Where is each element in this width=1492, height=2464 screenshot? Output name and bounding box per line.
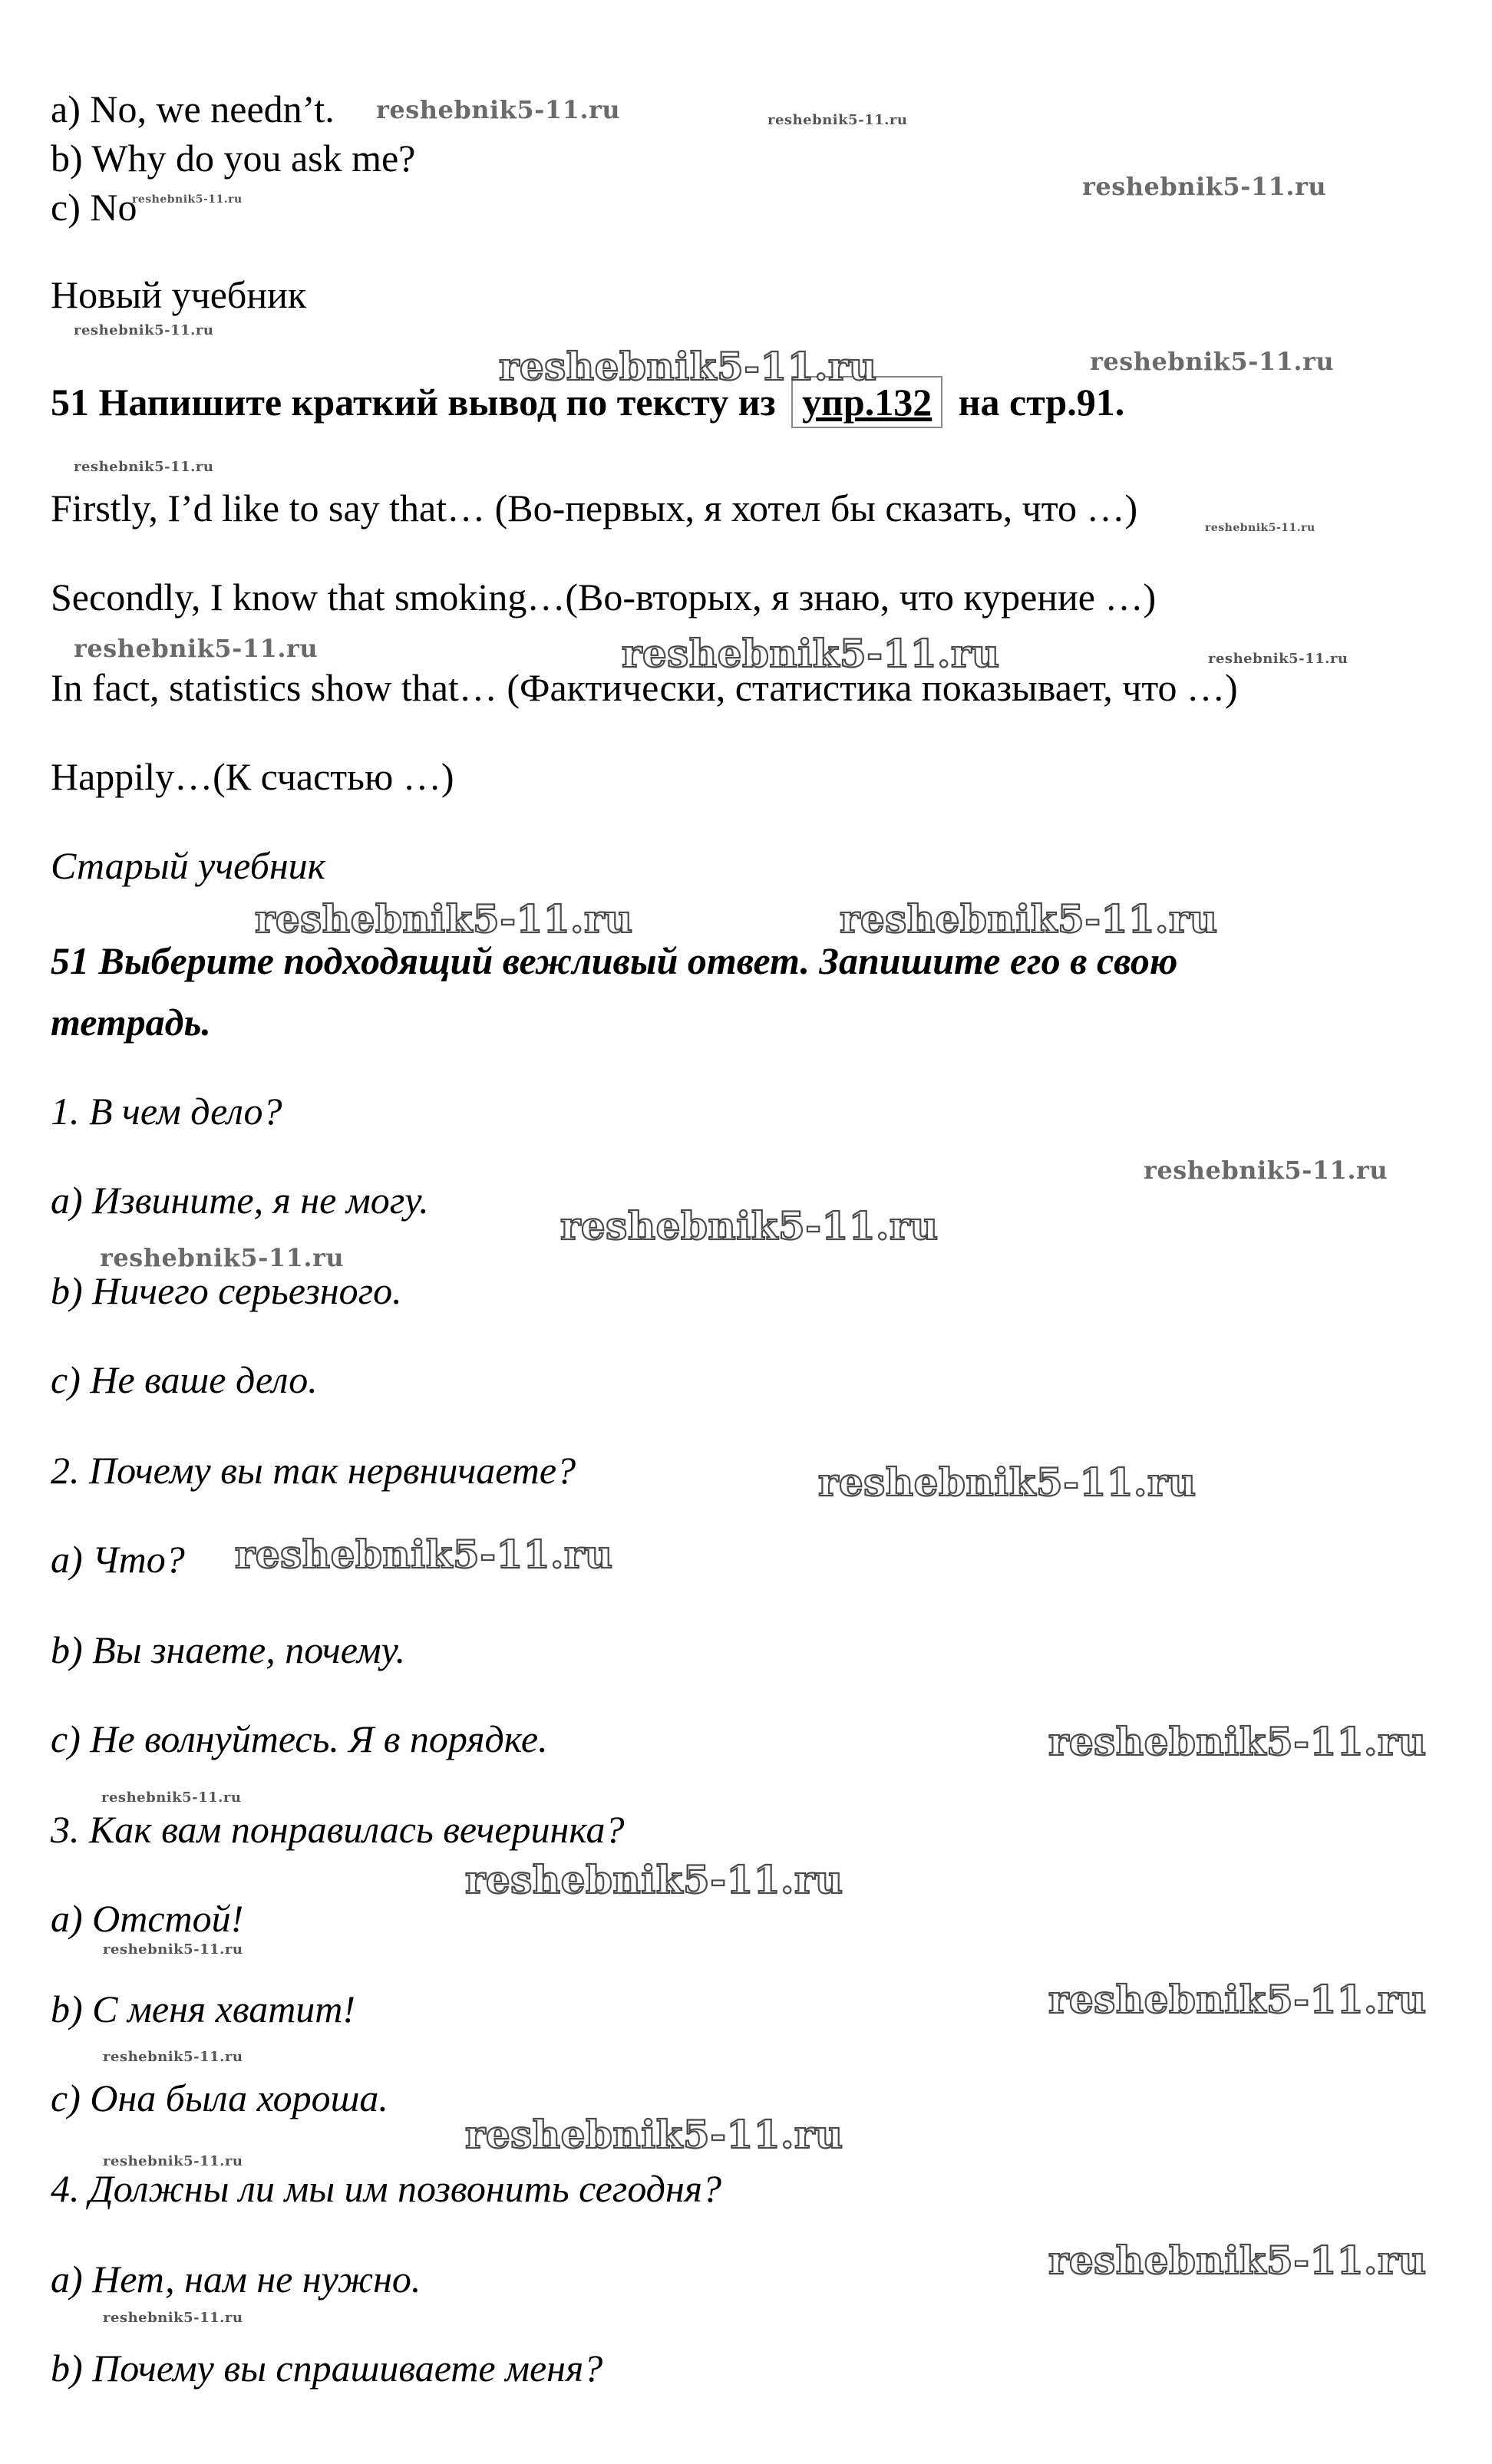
question-1-option-a: a) Извините, я не могу. (51, 1179, 429, 1222)
watermark: reshebnik5-11.ru (818, 1460, 1197, 1505)
watermark: reshebnik5-11.ru (1090, 347, 1335, 376)
question-4-option-a: a) Нет, нам не нужно. (51, 2258, 421, 2301)
watermark: reshebnik5-11.ru (103, 1941, 243, 1958)
task-new-text-a: 51 Напишите краткий вывод по тексту из (51, 381, 776, 424)
watermark: reshebnik5-11.ru (1048, 1977, 1427, 2022)
watermark: reshebnik5-11.ru (767, 112, 908, 128)
watermark: reshebnik5-11.ru (103, 2153, 243, 2169)
watermark: reshebnik5-11.ru (100, 1243, 345, 1272)
question-4: 4. Должны ли мы им позвонить сегодня? (51, 2167, 721, 2210)
watermark: reshebnik5-11.ru (1208, 651, 1348, 667)
watermark: reshebnik5-11.ru (74, 634, 319, 663)
answer-a-line: a) No, we needn’t. (51, 87, 335, 130)
watermark: reshebnik5-11.ru (376, 95, 621, 124)
question-2-option-c: c) Не волнуйтесь. Я в порядке. (51, 1717, 548, 1760)
question-3-option-c: c) Она была хороша. (51, 2076, 388, 2119)
watermark: reshebnik5-11.ru (74, 459, 214, 475)
task-new-text-b: на стр.91. (958, 381, 1125, 424)
question-2-option-b: b) Вы знаете, почему. (51, 1628, 406, 1671)
question-4-option-b: b) Почему вы спрашиваете меня? (51, 2347, 603, 2390)
watermark: reshebnik5-11.ru (132, 193, 243, 206)
watermark: reshebnik5-11.ru (840, 896, 1218, 942)
watermark: reshebnik5-11.ru (74, 322, 214, 338)
question-2-option-a: a) Что? (51, 1538, 185, 1581)
watermark: reshebnik5-11.ru (101, 1789, 242, 1806)
summary-line-3: In fact, statistics show that… (Фактически, статистика показывает, что …) (51, 666, 1238, 709)
new-book-heading: Новый учебник (51, 273, 307, 316)
question-3: 3. Как вам понравилась вечеринка? (51, 1808, 625, 1851)
watermark: reshebnik5-11.ru (103, 2310, 243, 2326)
watermark: reshebnik5-11.ru (560, 1203, 939, 1248)
question-3-option-a: a) Отстой! (51, 1897, 244, 1940)
old-book-heading: Старый учебник (51, 844, 326, 887)
question-2: 2. Почему вы так нервничаете? (51, 1449, 576, 1492)
watermark: reshebnik5-11.ru (622, 631, 1000, 676)
watermark: reshebnik5-11.ru (499, 344, 877, 389)
summary-line-4: Happily…(К счастью …) (51, 755, 454, 798)
watermark: reshebnik5-11.ru (1144, 1156, 1388, 1185)
watermark: reshebnik5-11.ru (235, 1532, 613, 1577)
summary-line-1: Firstly, I’d like to say that… (Во-первых, я хотел бы сказать, что …) (51, 487, 1138, 529)
watermark: reshebnik5-11.ru (1048, 1719, 1427, 1764)
question-1-option-c: c) Не ваше дело. (51, 1358, 318, 1401)
question-1-option-b: b) Ничего серьезного. (51, 1269, 402, 1312)
task-old-heading-line-2: тетрадь. (51, 1001, 211, 1044)
watermark: reshebnik5-11.ru (1082, 172, 1327, 201)
answer-b-line: b) Why do you ask me? (51, 137, 416, 180)
question-1: 1. В чем дело? (51, 1090, 282, 1133)
watermark: reshebnik5-11.ru (465, 2112, 843, 2157)
watermark: reshebnik5-11.ru (465, 1857, 843, 1902)
watermark: reshebnik5-11.ru (103, 2049, 243, 2065)
watermark: reshebnik5-11.ru (1205, 522, 1315, 534)
watermark: reshebnik5-11.ru (255, 896, 633, 942)
question-3-option-b: b) С меня хватит! (51, 1987, 356, 2030)
task-old-heading-line-1: 51 Выберите подходящий вежливый ответ. Запишите его в свою (51, 939, 1178, 982)
watermark: reshebnik5-11.ru (1048, 2238, 1427, 2283)
answer-c-line: c) No (51, 186, 137, 229)
summary-line-2: Secondly, I know that smoking…(Во-вторых, я знаю, что курение …) (51, 576, 1157, 618)
exercise-ref-link[interactable]: упр.132 (791, 376, 942, 428)
